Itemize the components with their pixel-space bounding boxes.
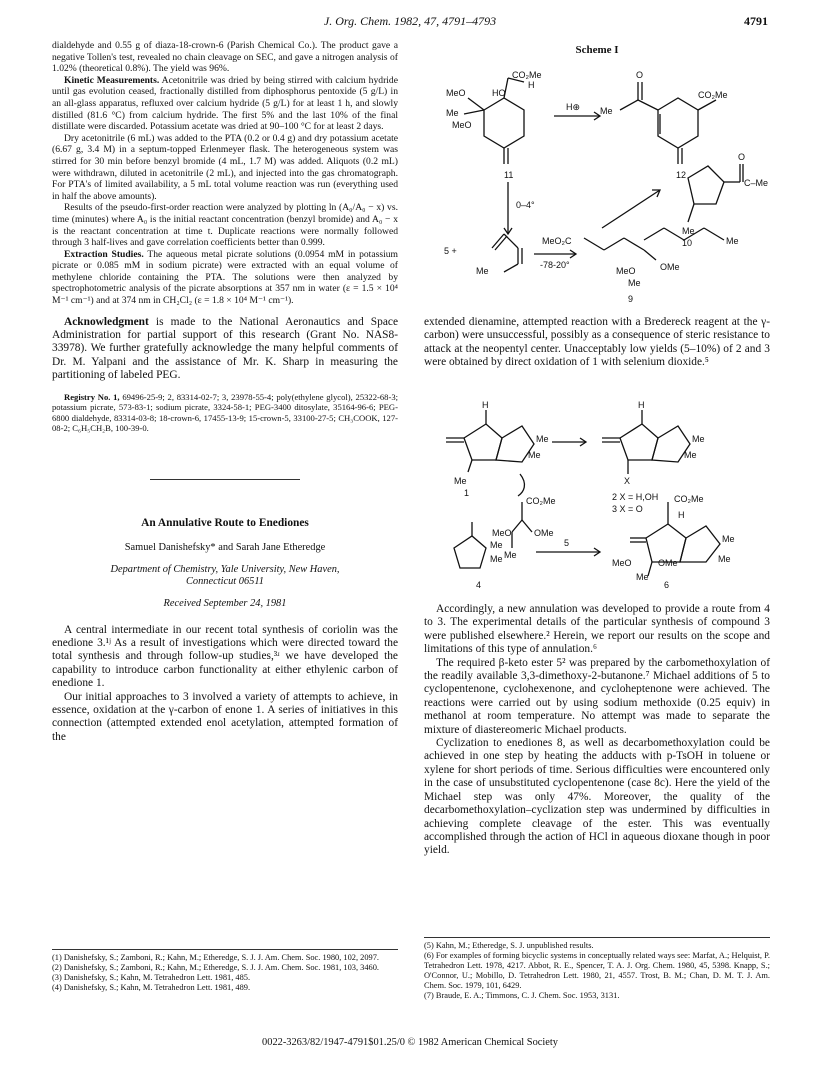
- bond: [468, 460, 472, 472]
- label-h-plus: H⊕: [566, 102, 581, 112]
- label-me: Me: [446, 108, 459, 118]
- label-h: H: [638, 400, 645, 410]
- label-me: Me: [490, 540, 503, 550]
- paragraph-procedure: Dry acetonitrile (6 mL) was added to the PTA (0.2 or 0.4 g) and dry potassium acetate (6.67 g, 3.4 M) in a septum-topped Erlenmeyer flask. The heterogeneous system was stirred for 30 min before benzyl bromide (4 mL, 1.7 M) was added. Aliquots (0.2 mL) were withdrawn, diluted in acetonitrile (2 mL), and injected into the gas chromatograph. For PTA's of limited availability, a 5 mL total volume reaction was run (everything used in half the above amounts).: [52, 132, 398, 202]
- registry-text: 69496-25-9; 2, 83314-02-7; 3, 23978-55-4; poly(ethylene glycol), 25322-68-3; potassium picrate, 573-83-1; sodium picrate, 3324-58-1; PEG-3400 ditosylate, 35164-96-6; PEG-6800 dialdehyde, 83314-03-8; 18-crown-6, 17455-13-9; 15-crown-5, 33100-27-5; CH₃COOK, 127-08-2; C₆H₅CH₂B, 100-39-0.: [52, 391, 399, 433]
- paragraph-kinetic: [52, 75, 398, 133]
- label-meo: MeO: [612, 558, 632, 568]
- page-number: 4791: [744, 14, 768, 28]
- left-column: [52, 40, 398, 744]
- footnote-7: (7) Braude, E. A.; Timmons, C. J. Chem. Soc. 1953, 3131.: [424, 991, 620, 1000]
- bond: [648, 562, 652, 576]
- label-cond2: -78-20°: [540, 260, 570, 270]
- label-n11: 11: [504, 170, 514, 180]
- article-title: An Annulative Route to Enediones: [141, 517, 309, 530]
- scheme-1-figure: [424, 58, 770, 306]
- label-meo: MeO: [492, 528, 512, 538]
- arrow-to-12: [602, 190, 660, 228]
- bond: [504, 234, 518, 248]
- label-n9: 9: [628, 294, 634, 304]
- paragraph-experimental-end: dialdehyde and 0.55 g of diaza-18-crown-6 (Parish Chemical Co.). The product gave a negative Tollen's test, revealed no chain cleavage on SEC, and gave a nitrogen analysis of 1.02% (theoretical 0.8%). The yield was 96%.: [52, 40, 398, 75]
- label-ome: OMe: [534, 528, 554, 538]
- scheme-title: Scheme I: [575, 44, 619, 56]
- label-co2me: CO₂Me: [674, 494, 704, 504]
- affiliation-line-2: Connecticut 06511: [185, 575, 264, 587]
- label-me: Me: [476, 266, 489, 276]
- bond: [644, 228, 664, 240]
- article-authors: Samuel Danishefsky* and Sarah Jane Etheredge: [124, 541, 326, 553]
- right-column-lower: [424, 603, 770, 858]
- label-cond1: 0–4°: [516, 200, 535, 210]
- footnotes-right: [424, 937, 770, 1001]
- extraction-heading: Extraction Studies.: [64, 248, 144, 260]
- ring-12: [658, 98, 698, 148]
- footnote-1: (1) Danishefsky, S.; Zamboni, R.; Kahn, M.; Etheredge, S. J. J. Am. Chem. Soc. 1980, 102, 2097.: [52, 953, 379, 962]
- label-n5: 5 +: [444, 246, 457, 256]
- label-n10: 10: [682, 238, 693, 248]
- paragraph-acknowledgment: [52, 316, 398, 383]
- kinetic-heading: Kinetic Measurements.: [64, 74, 160, 86]
- label-meo: MeO: [616, 266, 636, 276]
- bond: [698, 100, 716, 110]
- label-cme: C–Me: [744, 178, 769, 188]
- label-n12: 12: [676, 170, 687, 180]
- label-me: Me: [528, 450, 541, 460]
- label-me: Me: [718, 554, 731, 564]
- label-co2me: CO₂Me: [698, 90, 728, 100]
- ring-11: [484, 98, 524, 148]
- received-date: Received September 24, 1981: [163, 597, 287, 609]
- ring-6-left: [646, 524, 686, 562]
- label-me: Me: [722, 534, 735, 544]
- bond: [704, 228, 724, 240]
- label-me: Me: [628, 278, 641, 288]
- label-ho: HO: [492, 88, 506, 98]
- paragraph-results: Results of the pseudo-first-order reaction were analyzed by plotting ln (A₀/A₀ − x) vs. time (minutes) where A₀ is the initial reactant concentration (benzyl bromide) and A₀ − x is the reactant concentration at time t. Duplicate reactions were normally followed through 3 half-lives and gave correlation coefficients better than 0.999.: [52, 202, 398, 249]
- label-me: Me: [726, 236, 739, 246]
- footnote-2: (2) Danishefsky, S.; Zamboni, R.; Kahn, M.; Etheredge, S. J. J. Am. Chem. Soc. 1981, 103, 3460.: [52, 963, 379, 972]
- curved-arrow: [518, 474, 524, 496]
- label-me: Me: [504, 550, 517, 560]
- label-h: H: [482, 400, 489, 410]
- registry-heading: Registry No. 1,: [64, 391, 120, 402]
- label-me: Me: [490, 554, 503, 564]
- bond: [688, 204, 694, 222]
- label-n6: 6: [664, 580, 670, 590]
- footnote-rule: [424, 937, 770, 938]
- label-n1: 1: [464, 488, 470, 498]
- paragraph-accordingly: Accordingly, a new annulation was developed to provide a route from 4 to 3. The experimental details of the particular synthesis of compound 3 were published elsewhere.² Herein, we report our results on the scope and limitations of this type of annulation.⁶: [424, 603, 770, 656]
- label-co2me: CO₂Me: [526, 496, 556, 506]
- label-me: Me: [684, 450, 697, 460]
- label-o: O: [636, 70, 644, 80]
- label-ome: OMe: [660, 262, 680, 272]
- label-meo: MeO: [446, 88, 466, 98]
- paragraph-intro: A central intermediate in our recent total synthesis of coriolin was the enedione 3.¹ʲ As a result of investigations which were directed toward the total synthesis and through follow-up studies,³ʴ we have developed the capability to introduce carbon functionality at either ethylenic carbon of enedione 1.: [52, 623, 398, 690]
- label-h: H: [678, 510, 685, 520]
- label-me: Me: [692, 434, 705, 444]
- label-n5: 5: [564, 538, 570, 548]
- bond: [522, 520, 532, 532]
- bond: [504, 264, 518, 272]
- paragraph-required: The required β-keto ester 5² was prepared by the carbomethoxylation of the readily available 3,3-dimethoxy-2-butanone.⁷ Michael additions of 5 to cyclopentenone, cyclohexenone, and cycloheptenone were achieved. The reactions were carried out by using sodium methoxide (0.25 equiv) in methanol at room temperature. No attempt was made to separate the mixture of diastereomeric Michael products.: [424, 656, 770, 736]
- footnotes-left: [52, 949, 398, 993]
- bond: [584, 238, 604, 250]
- ring-1-left: [464, 424, 502, 460]
- label-me: Me: [536, 434, 549, 444]
- label-o: O: [738, 152, 746, 162]
- registry-numbers: [52, 392, 398, 434]
- running-header: [0, 14, 820, 30]
- label-me: Me: [682, 226, 695, 236]
- scheme-2-figure: [424, 398, 770, 590]
- acknowledgment-heading: Acknowledgment: [64, 315, 149, 328]
- acknowledgment-text: is made to the National Aeronautics and Space Administration for partial support of this research (Grant No. NAS8-33978). We further gratefully acknowledge the many helpful comments of Dr. M. Yalpani and the assistance of Mr. K. Sharp in measuring the partitioning of labeled PEG.: [52, 315, 398, 382]
- paragraph-extraction: [52, 249, 398, 307]
- footnote-4: (4) Danishefsky, S.; Kahn, M. Tetrahedron Lett. 1981, 489.: [52, 983, 251, 992]
- label-meo: MeO: [452, 120, 472, 130]
- right-column-upper: [424, 316, 770, 370]
- article-affiliation: [52, 564, 398, 588]
- label-x-3: 3 X = O: [612, 504, 643, 514]
- kinetic-text: Acetonitrile was dried by being stirred with calcium hydride until gas evolution ceased, fractionally distilled from diphosphorus pentoxide (5 g/L) in an all-glass apparatus, refluxed over calcium hydride (5 g/L) for at least 1 h, and slowly distilled (81.6 °C) from calcium hydride. The first 5% and the last 10% of the final distillate were discarded. Potassium acetate was dried at 90–100 °C for at least 2 days.: [52, 74, 398, 133]
- affiliation-line-1: Department of Chemistry, Yale University, New Haven,: [110, 563, 340, 575]
- label-x: X: [624, 476, 631, 486]
- extraction-text: The aqueous metal picrate solutions (0.0954 mM in potassium picrate or 0.085 mM in sodium picrate) were extracted with an equal volume of methylene chloride containing the PTA. The solutions were then analyzed by spectrophotometric analysis of the picrate absorptions at 357 nm in water (ε = 1.5 × 10⁴ M⁻¹ cm⁻¹) and at 374 nm in CH₂Cl₂ (ε = 1.8 × 10⁴ M⁻¹ cm⁻¹).: [52, 248, 399, 307]
- label-me: Me: [600, 106, 613, 116]
- bond: [468, 98, 484, 110]
- footnote-6: (6) For examples of forming bicyclic systems in conceptually related ways see: Marfat, A.; Helquist, P. Tetrahedron Lett. 1978, 4217. Abbot, R. E., Spencer, T. A. J. Org. Chem. 1980, 45, 5398. Knapp, S.; O'Connor, U.; Mobillo, D. Tetrahedron Lett. 1980, 21, 4557. Trost, B. M.; Chan, D. M. T. J. Am. Chem. Soc. 1979, 101, 6429.: [424, 951, 770, 990]
- label-me: Me: [636, 572, 649, 582]
- label-meo2c: MeO₂C: [542, 236, 572, 246]
- bond: [664, 228, 684, 240]
- label-x-2: 2 X = H,OH: [612, 492, 659, 502]
- bond: [620, 100, 638, 110]
- footnote-5: (5) Kahn, M.; Etheredge, S. J. unpublished results.: [424, 941, 594, 950]
- bond: [512, 520, 522, 532]
- label-me: Me: [454, 476, 467, 486]
- label-co2me: CO₂Me: [512, 70, 542, 80]
- ring-6-right: [680, 526, 720, 562]
- footnote-rule: [52, 949, 398, 950]
- paragraph-dienamine: extended dienamine, attempted reaction with a Bredereck reagent at the γ-carbon) were unsuccessful, possibly as a consequence of steric resistance to attack at the neopentyl center. Unacceptably low yields (5–10%) of 2 and 3 were obtained by direct oxidation of 1 with selenium dioxide.⁵: [424, 316, 770, 369]
- journal-citation: J. Org. Chem. 1982, 47, 4791–4793: [323, 14, 497, 28]
- bond: [638, 100, 658, 110]
- paragraph-cyclization: Cyclization to enediones 8, as well as decarbomethoxylation could be achieved in one step by heating the adducts with p-TsOH in toluene or xylene for short periods of time. Serious difficulties were encountered only in the case of unsubstituted cyclopentenone (case 8c). Here the yield of the Michael step was only 47%. Moreover, the quality of the decarbomethoxylation–cyclization step was undermined by difficulties in achieving complete cleavage of the ester. This was eventually accomplished through the action of HCl in aqueous dioxane though in poor yield.: [424, 737, 770, 857]
- bond: [644, 250, 656, 260]
- ring-23-left: [620, 424, 658, 460]
- label-h: H: [528, 80, 535, 90]
- footnote-3: (3) Danishefsky, S.; Kahn, M. Tetrahedron Lett. 1981, 485.: [52, 973, 251, 982]
- bond: [624, 238, 644, 250]
- bond: [604, 238, 624, 250]
- paragraph-approach: Our initial approaches to 3 involved a variety of attempts to achieve, in essence, oxidation at the γ-carbon of enone 1. A series of initiatives in this connection (attempted extended enol acetylation, attempted formation of the: [52, 690, 398, 743]
- ring-4: [454, 536, 486, 568]
- label-ome: OMe: [658, 558, 678, 568]
- page-footer: 0022-3263/82/1947-4791$01.25/0 © 1982 American Chemical Society: [262, 1037, 558, 1048]
- bond: [464, 110, 484, 114]
- section-divider: [150, 479, 300, 480]
- label-n4: 4: [476, 580, 482, 590]
- ring-10: [688, 166, 724, 204]
